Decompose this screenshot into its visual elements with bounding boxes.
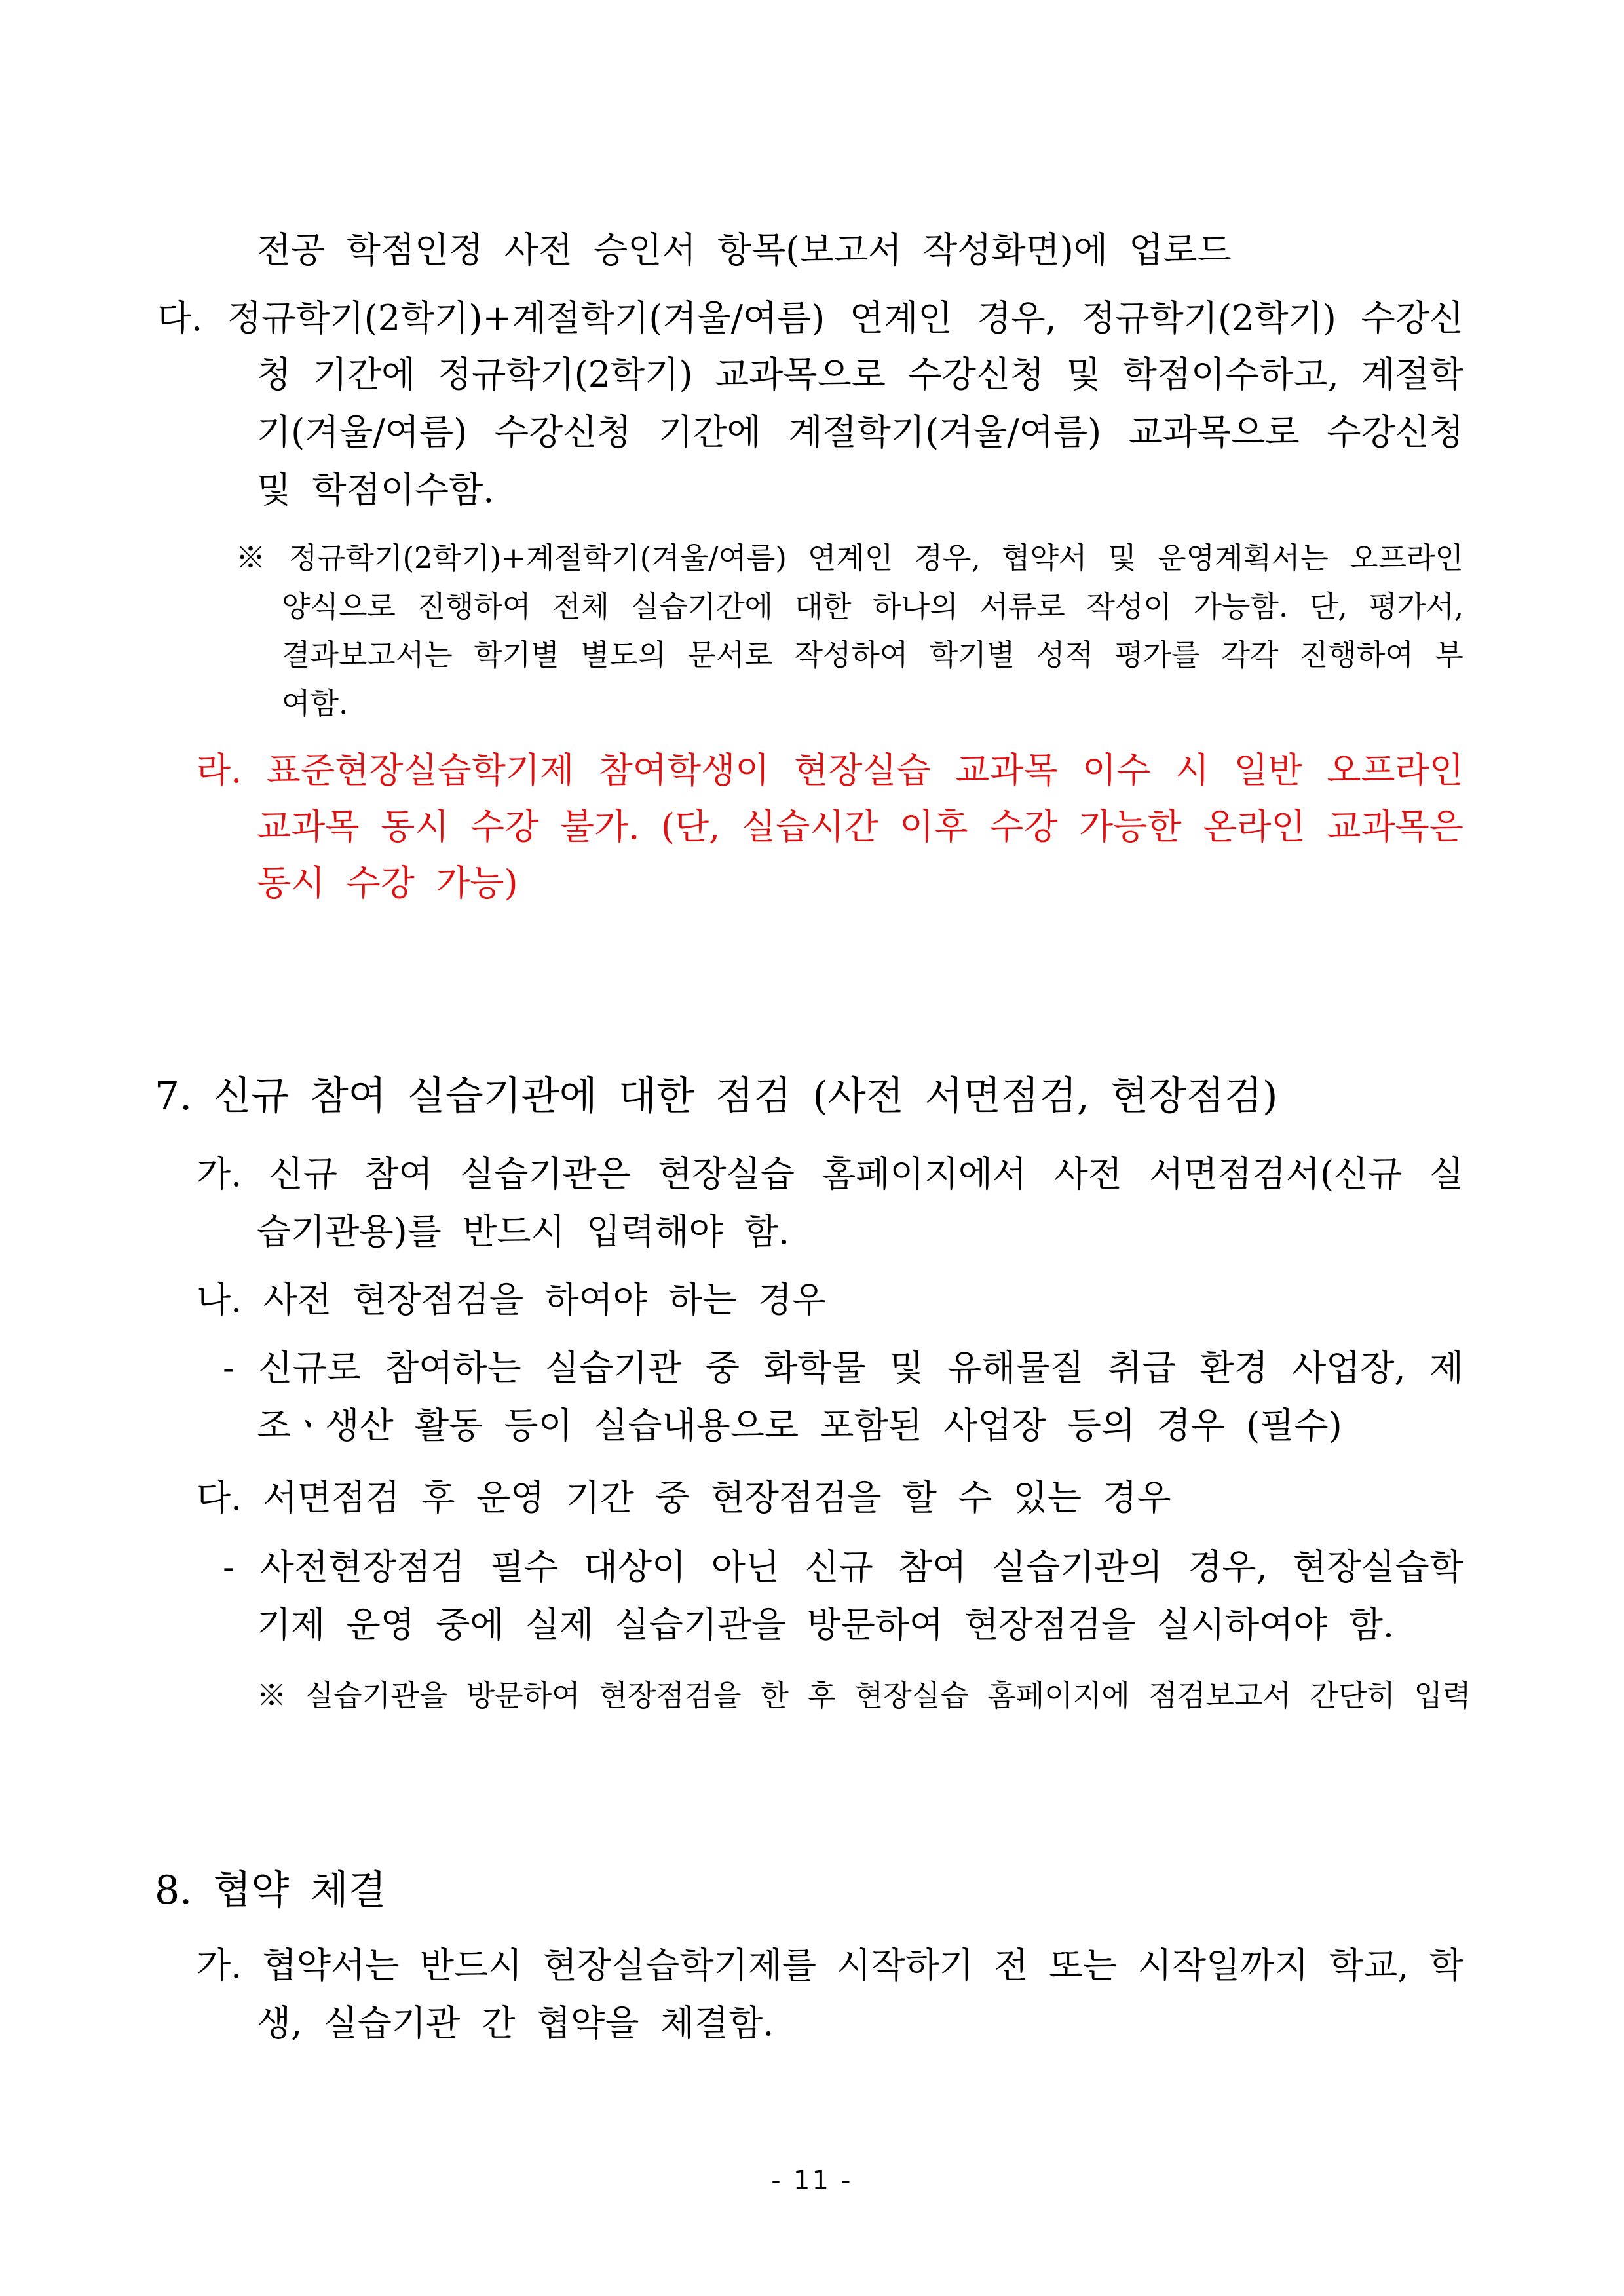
section-heading: 8. 협약 체결 — [155, 1867, 387, 1913]
item-ga-line: 습기관용)를 반드시 입력해야 함. — [257, 1211, 790, 1252]
item-da-line: 및 학점이수함. — [257, 469, 495, 510]
dash-item-line: 기제 운영 중에 실제 실습기관을 방문하여 현장점검을 실시하여야 함. — [257, 1604, 1395, 1645]
item-ra-line: 교과목 동시 수강 불가. (단, 실습시간 이후 수강 가능한 온라인 교과목은 — [257, 806, 1463, 847]
note-line: 양식으로 진행하여 전체 실습기간에 대한 하나의 서류로 작성이 가능함. 단, 평가서, — [282, 589, 1463, 624]
item-da2-line: 다. 서면점검 후 운영 기간 중 현장점검을 할 수 있는 경우 — [197, 1477, 1171, 1518]
item-da-line: 다. 정규학기(2학기)+계절학기(겨울/여름) 연계인 경우, 정규학기(2학기) 수강신 — [157, 297, 1463, 339]
dash-item-line: - 신규로 참여하는 실습기관 중 화학물 및 유해물질 취급 환경 사업장, 제 — [223, 1347, 1463, 1388]
item-ra-line: 라. 표준현장실습학기제 참여학생이 현장실습 교과목 이수 시 일반 오프라인 — [197, 750, 1463, 791]
item-ga-line: 가. 협약서는 반드시 현장실습학기제를 시작하기 전 또는 시작일까지 학교, 학 — [197, 1945, 1463, 1986]
item-ra-line: 동시 수강 가능) — [257, 862, 518, 904]
body-line: 전공 학점인정 사전 승인서 항목(보고서 작성화면)에 업로드 — [257, 229, 1232, 271]
item-da-line: 기(겨울/여름) 수강신청 기간에 계절학기(겨울/여름) 교과목으로 수강신청 — [257, 411, 1463, 453]
page-number: - 11 - — [771, 2166, 853, 2196]
note-line: ※ 실습기관을 방문하여 현장점검을 한 후 현장실습 홈페이지에 점검보고서 간단히 입력 — [257, 1678, 1471, 1713]
item-ga-line: 생, 실습기관 간 협약을 체결함. — [257, 2002, 774, 2044]
note-line: ※ 정규학기(2학기)+계절학기(겨울/여름) 연계인 경우, 협약서 및 운영계획서는 오프라인 — [236, 541, 1463, 575]
note-line: 결과보고서는 학기별 별도의 문서로 작성하여 학기별 성적 평가를 각각 진행하여 부 — [282, 638, 1463, 672]
dash-item-line: 조ㆍ생산 활동 등이 실습내용으로 포함된 사업장 등의 경우 (필수) — [257, 1405, 1342, 1446]
item-na-line: 나. 사전 현장점검을 하여야 하는 경우 — [197, 1279, 827, 1320]
dash-item-line: - 사전현장점검 필수 대상이 아닌 신규 참여 실습기관의 경우, 현장실습학 — [223, 1546, 1463, 1588]
section-heading: 7. 신규 참여 실습기관에 대한 점검 (사전 서면점검, 현장점검) — [155, 1073, 1278, 1119]
item-da-line: 청 기간에 정규학기(2학기) 교과목으로 수강신청 및 학점이수하고, 계절학 — [257, 354, 1463, 395]
note-line: 여함. — [282, 686, 349, 721]
item-ga-line: 가. 신규 참여 실습기관은 현장실습 홈페이지에서 사전 서면점검서(신규 실 — [197, 1153, 1463, 1195]
